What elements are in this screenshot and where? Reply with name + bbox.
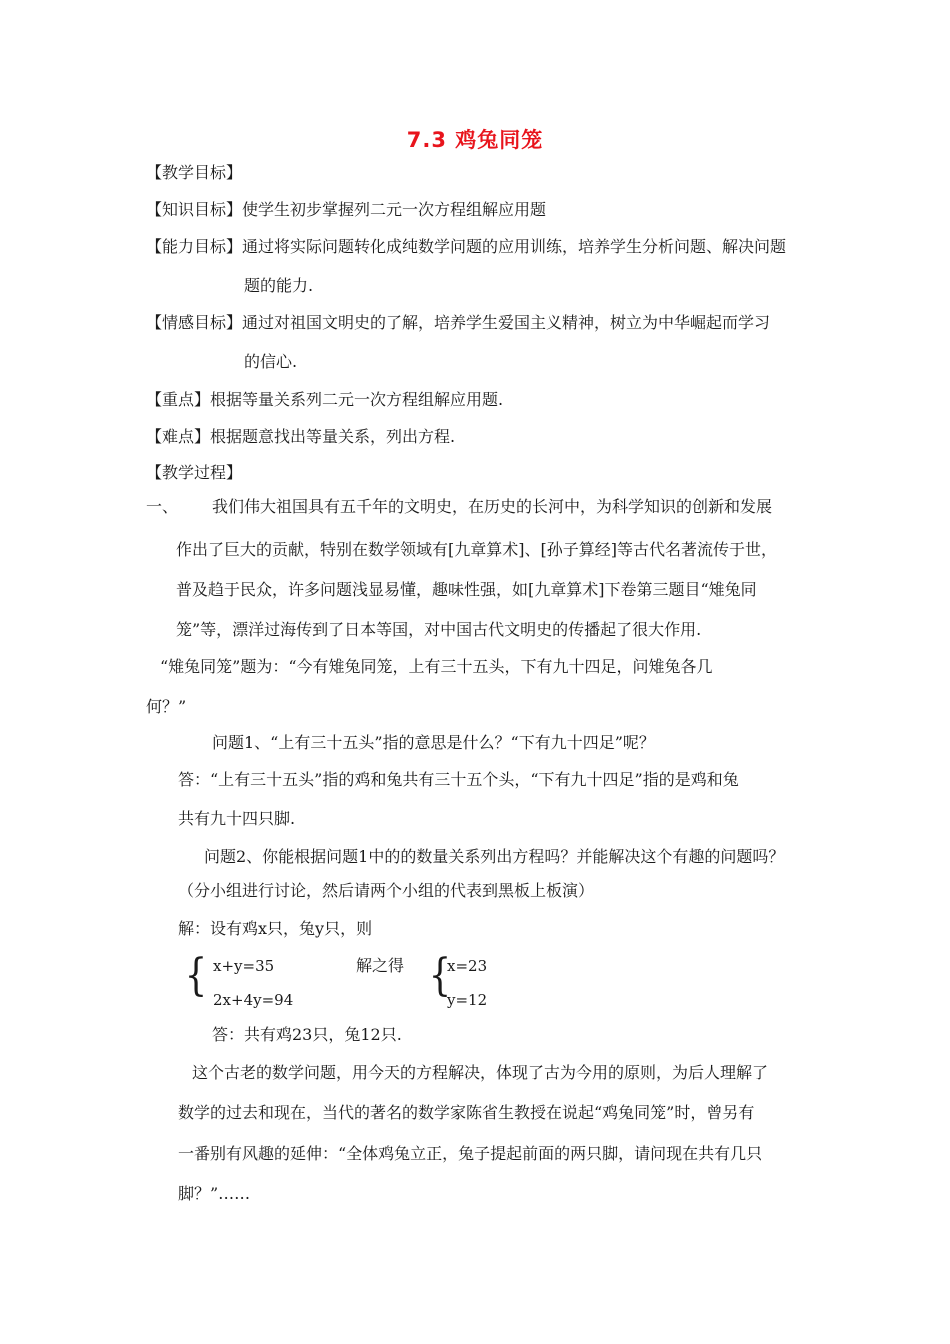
- final-answer: 答：共有鸡23只，兔12只.: [212, 1025, 402, 1044]
- page-title: 7.3 鸡兔同笼: [406, 128, 544, 152]
- closing-paragraph-line-4: 脚？”……: [178, 1184, 251, 1203]
- question-2-note: （分小组进行讨论，然后请两个小组的代表到黑板上板演）: [178, 881, 595, 900]
- solution-intro: 解：设有鸡x只，兔y只，则: [178, 919, 373, 938]
- closing-paragraph-line-3: 一番别有风趣的延伸：“全体鸡兔立正，兔子提起前面的两只脚，请问现在共有几只: [178, 1144, 763, 1163]
- equation-1: x+y=35: [213, 957, 275, 975]
- difficulty-point: 【难点】根据题意找出等量关系，列出方程.: [146, 427, 456, 446]
- objectives-heading: 【教学目标】: [146, 163, 243, 182]
- solution-x: x=23: [447, 957, 488, 975]
- emotion-objective-line-2: 的信心.: [244, 352, 298, 371]
- closing-paragraph-line-1: 这个古老的数学问题，用今天的方程解决，体现了古为今用的原则，为后人理解了: [192, 1063, 769, 1082]
- history-paragraph-line-2: 作出了巨大的贡献，特别在数学领域有[九章算术]、[孙子算经]等古代名著流传于世，: [176, 540, 777, 559]
- history-paragraph-line-4: 笼”等，漂洋过海传到了日本等国，对中国古代文明史的传播起了很大作用.: [176, 620, 702, 639]
- problem-statement-line-2: 何？”: [146, 697, 187, 716]
- solution-y: y=12: [447, 991, 488, 1009]
- answer-1-line-2: 共有九十四只脚.: [178, 809, 296, 828]
- key-point: 【重点】根据等量关系列二元一次方程组解应用题.: [146, 390, 504, 409]
- ability-objective-line-1: 【能力目标】通过将实际问题转化成纯数学问题的应用训练，培养学生分析问题、解决问题: [146, 237, 787, 256]
- process-heading: 【教学过程】: [146, 463, 243, 482]
- ability-objective-line-2: 题的能力.: [244, 276, 314, 295]
- closing-paragraph-line-2: 数学的过去和现在，当代的著名的数学家陈省生教授在说起“鸡兔同笼”时，曾另有: [178, 1103, 755, 1122]
- solve-label: 解之得: [356, 956, 405, 975]
- history-paragraph-line-1: 我们伟大祖国具有五千年的文明史，在历史的长河中，为科学知识的创新和发展: [212, 497, 773, 516]
- knowledge-objective: 【知识目标】使学生初步掌握列二元一次方程组解应用题: [146, 200, 547, 219]
- equation-brace-left: {: [184, 950, 208, 1001]
- equation-2: 2x+4y=94: [213, 991, 294, 1009]
- answer-1-line-1: 答：“上有三十五头”指的鸡和兔共有三十五个头，“下有九十四足”指的是鸡和兔: [178, 770, 739, 789]
- solution-brace: {: [428, 950, 452, 1001]
- emotion-objective-line-1: 【情感目标】通过对祖国文明史的了解，培养学生爱国主义精神，树立为中华崛起而学习: [146, 313, 771, 332]
- history-paragraph-line-3: 普及趋于民众，许多问题浅显易懂，趣味性强，如[九章算术]下卷第三题目“雉兔同: [176, 580, 757, 599]
- question-2: 问题2、你能根据问题1中的的数量关系列出方程吗？并能解决这个有趣的问题吗？: [204, 847, 785, 866]
- question-1: 问题1、“上有三十五头”指的意思是什么？“下有九十四足”呢？: [212, 733, 655, 752]
- problem-statement-line-1: “雉兔同笼”题为：“今有雉兔同笼，上有三十五头，下有九十四足，问雉兔各几: [160, 657, 713, 676]
- section-number: 一、: [146, 497, 179, 516]
